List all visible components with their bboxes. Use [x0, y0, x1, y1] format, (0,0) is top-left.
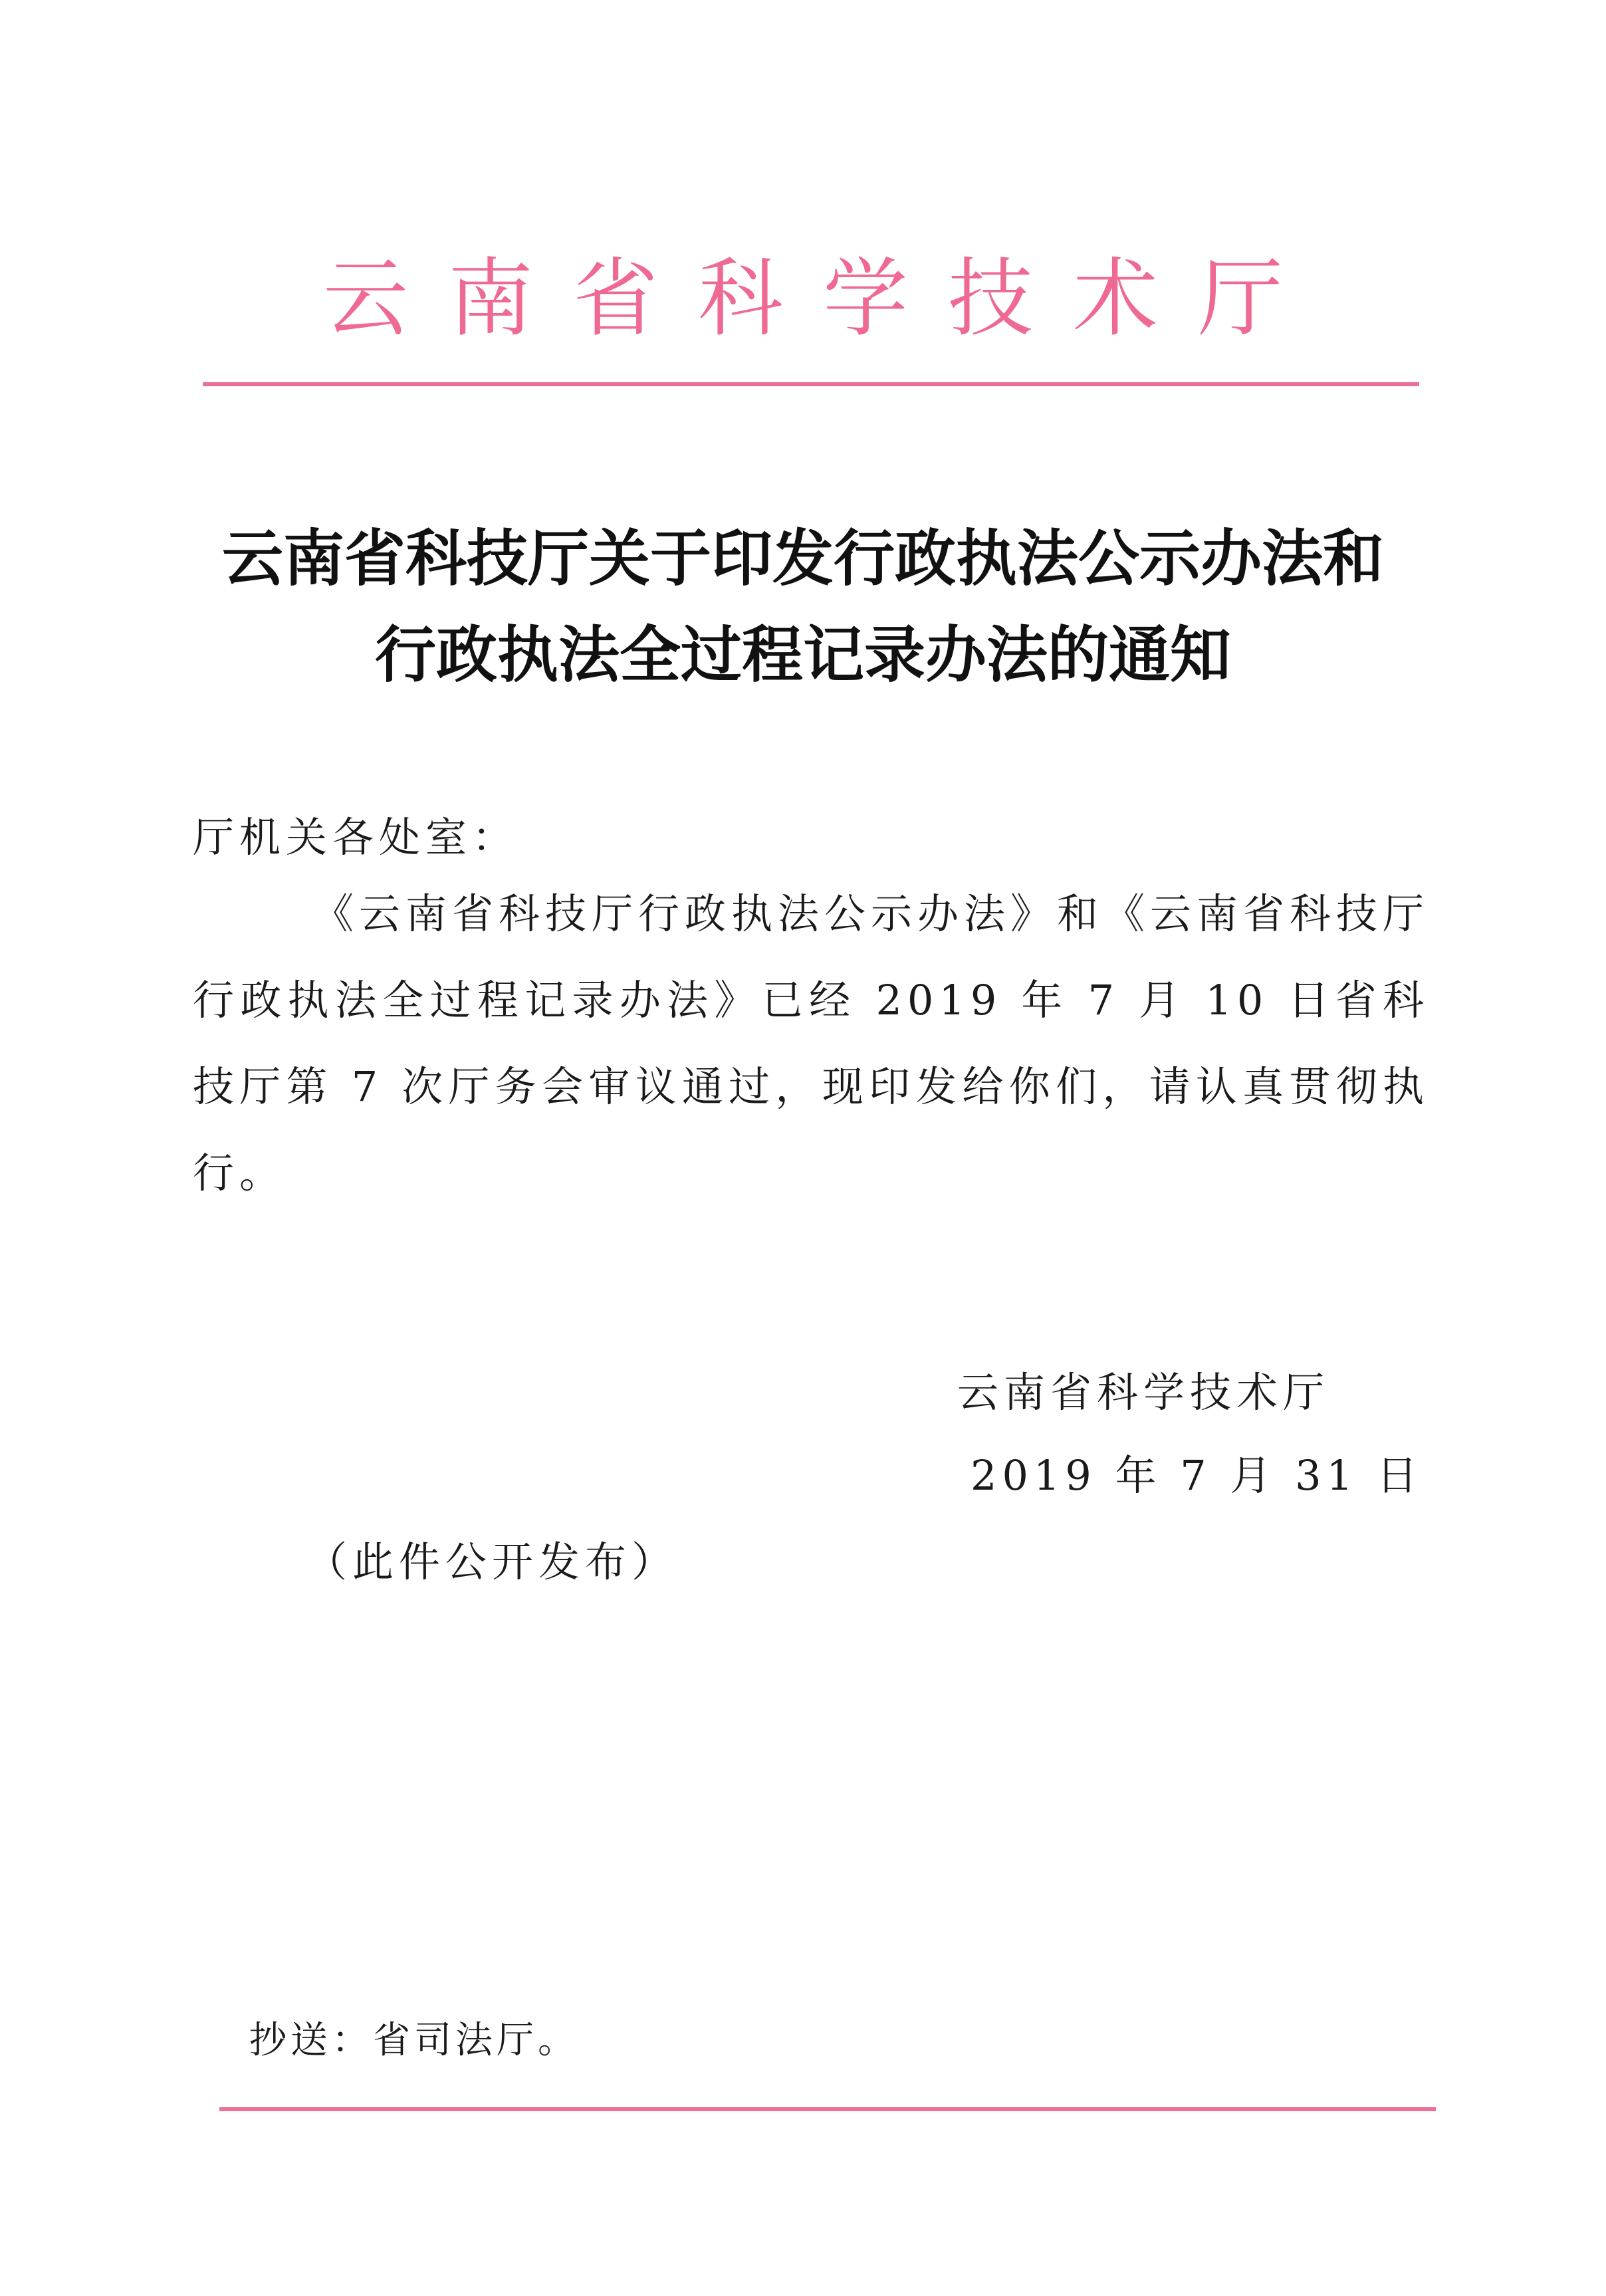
signing-organization: 云南省科学技术厅	[957, 1368, 1330, 1417]
cc-line: 抄送：省司法厅。	[249, 2019, 579, 2062]
letterhead-org-name: 云南省科学技术厅	[322, 249, 1323, 348]
body-paragraph: 《云南省科技厅行政执法公示办法》和《云南省科技厅行政执法全过程记录办法》已经 2019 年 7 月 10 日省科技厅第 7 次厅务会审议通过，现印发给你们，请认真贯彻执行。	[193, 889, 1430, 1197]
document-title-line-1: 云南省科技厅关于印发行政执法公示办法和	[221, 522, 1384, 594]
salutation: 厅机关各处室：	[193, 813, 519, 861]
footer-red-rule	[219, 2107, 1436, 2111]
document-title-line-2: 行政执法全过程记录办法的通知	[374, 619, 1231, 691]
public-release-note: （此件公开发布）	[306, 1538, 679, 1586]
issue-date: 2019 年 7 月 31 日	[971, 1451, 1423, 1500]
letterhead-red-rule	[203, 382, 1419, 386]
